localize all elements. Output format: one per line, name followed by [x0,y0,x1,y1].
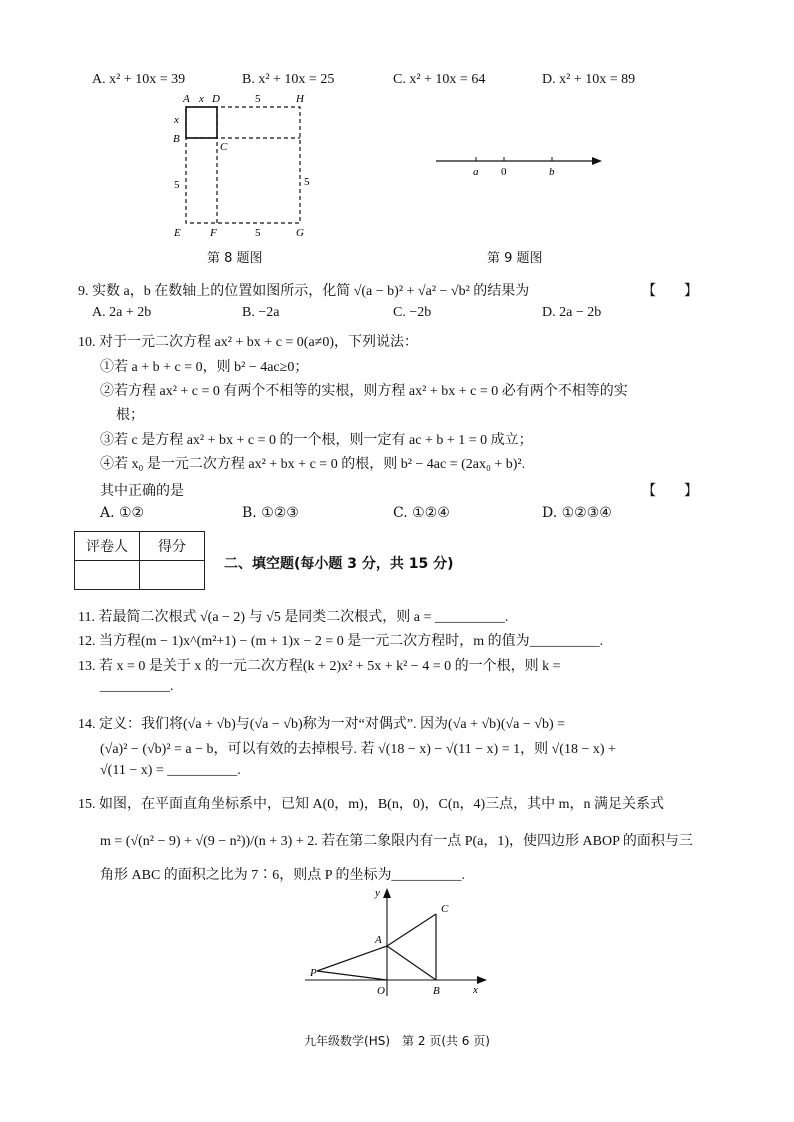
figure-9-caption: 第 9 题图 [487,251,543,266]
figure-15-coordinate-plane [305,884,495,1002]
segment-AB [387,946,436,980]
page-footer: 九年级数学(HS) 第 2 页(共 6 页) [304,1034,490,1048]
q13: 13. 若 x = 0 是关于 x 的一元二次方程(k + 2)x² + 5x + k² − 4 = 0 的一个根，则 k = [78,659,561,674]
q10-option-c: C. ①②④ [393,505,450,521]
fig15-label-O: O [377,985,385,997]
score-header: 得分 [140,532,205,561]
fig8-label-x-top: x [199,93,204,105]
q15-line-1: 15. 如图，在平面直角坐标系中，已知 A(0，m)，B(n，0)，C(n，4)三点，其中 m，n 满足关系式 [78,797,665,812]
q9-answer-bracket: 【 】 [642,283,698,299]
grader-table [74,531,205,590]
fig15-label-y: y [375,887,380,899]
fig8-label-G: G [296,227,304,239]
fig8-small-square [186,107,217,138]
label-a: a [473,166,479,178]
grader-header: 评卷人 [75,532,140,561]
q10-answer-bracket: 【 】 [642,483,698,499]
q9-stem: 9. 实数 a，b 在数轴上的位置如图所示，化简 √(a − b)² + √a² − √b² 的结果为 [78,284,530,299]
q10-statement-2-cont: 根； [116,408,144,423]
fig8-label-A: A [183,93,190,105]
q10-ask: 其中正确的是 [100,483,184,499]
fig8-label-B: B [173,133,180,145]
q10-statement-1: ①若 a + b + c = 0，则 b² − 4ac≥0； [100,360,309,375]
fig8-label-x-left: x [174,114,179,126]
number-line-arrow [592,157,602,165]
q8-option-c: C. x² + 10x = 64 [393,72,486,87]
fig8-label-5-left: 5 [174,179,180,191]
q8-option-b: B. x² + 10x = 25 [242,72,335,87]
fig8-label-C: C [220,141,228,153]
score-cell [140,561,205,590]
fig8-label-5-bottom: 5 [255,227,261,239]
segment-AC [387,914,436,946]
grader-cell [75,561,140,590]
q9-option-c: C. −2b [393,305,432,320]
label-zero: 0 [501,166,507,178]
fig8-label-E: E [174,227,181,239]
fig15-label-P: P [310,967,317,979]
q10-option-b: B. ①②③ [242,505,299,521]
q14-line-1: 14. 定义：我们将(√a + √b)与(√a − √b)称为一对“对偶式”. 因为(√a + √b)(√a − √b) = [78,717,566,732]
segment-PA [317,946,387,971]
fig15-label-C: C [441,903,449,915]
section-2-heading: 二、填空题(每小题 3 分，共 15 分) [224,556,454,572]
fig8-label-H: H [296,93,304,105]
q13-blank: __________. [100,679,174,694]
q10-statement-2: ②若方程 ax² + c = 0 有两个不相等的实根，则方程 ax² + bx + c = 0 必有两个不相等的实 [100,384,628,399]
q10-option-a: A. ①② [100,505,145,521]
figure-9-number-line [434,150,604,185]
segment-PO [317,971,387,980]
q10-stem: 10. 对于一元二次方程 ax² + bx + c = 0(a≠0)，下列说法： [78,335,419,350]
fig8-label-5-top: 5 [255,93,261,105]
q15-line-3: 角形 ABC 的面积之比为 7∶6，则点 P 的坐标为__________. [100,868,466,883]
q9-option-b: B. −2a [242,305,280,320]
q14-line-3: √(11 − x) = __________. [100,763,241,778]
fig15-label-B: B [433,985,440,997]
q10-statement-4: ④若 x₀ 是一元二次方程 ax² + bx + c = 0 的根，则 b² − 4ac = (2ax₀ + b)². [100,457,526,472]
fig8-large-square [186,107,300,223]
q11: 11. 若最简二次根式 √(a − 2) 与 √5 是同类二次根式，则 a = __________. [78,610,509,625]
q12: 12. 当方程(m − 1)x^(m²+1) − (m + 1)x − 2 = 0 是一元二次方程时，m 的值为__________. [78,634,604,649]
figure-8-caption: 第 8 题图 [207,251,263,266]
q8-option-d: D. x² + 10x = 89 [542,72,636,87]
fig8-label-F: F [210,227,217,239]
q10-statement-3: ③若 c 是方程 ax² + bx + c = 0 的一个根，则一定有 ac + b + 1 = 0 成立； [100,433,533,448]
q15-line-2: m = (√(n² − 9) + √(9 − n²))/(n + 3) + 2. 若在第二象限内有一点 P(a，1)，使四边形 ABOP 的面积与三 [100,834,693,849]
fig15-label-A: A [375,934,382,946]
fig8-label-D: D [212,93,220,105]
x-axis-arrow [477,976,487,984]
q9-option-d: D. 2a − 2b [542,305,602,320]
y-axis-arrow [383,888,391,898]
q9-option-a: A. 2a + 2b [92,305,152,320]
label-b: b [549,166,555,178]
fig15-label-x: x [473,984,478,996]
q14-line-2: (√a)² − (√b)² = a − b，可以有效的去掉根号. 若 √(18 − x) − √(11 − x) = 1，则 √(18 − x) + [100,742,616,757]
q10-option-d: D. ①②③④ [542,505,612,521]
figure-8 [165,90,325,240]
fig8-label-5-right: 5 [304,176,310,188]
q8-option-a: A. x² + 10x = 39 [92,72,186,87]
